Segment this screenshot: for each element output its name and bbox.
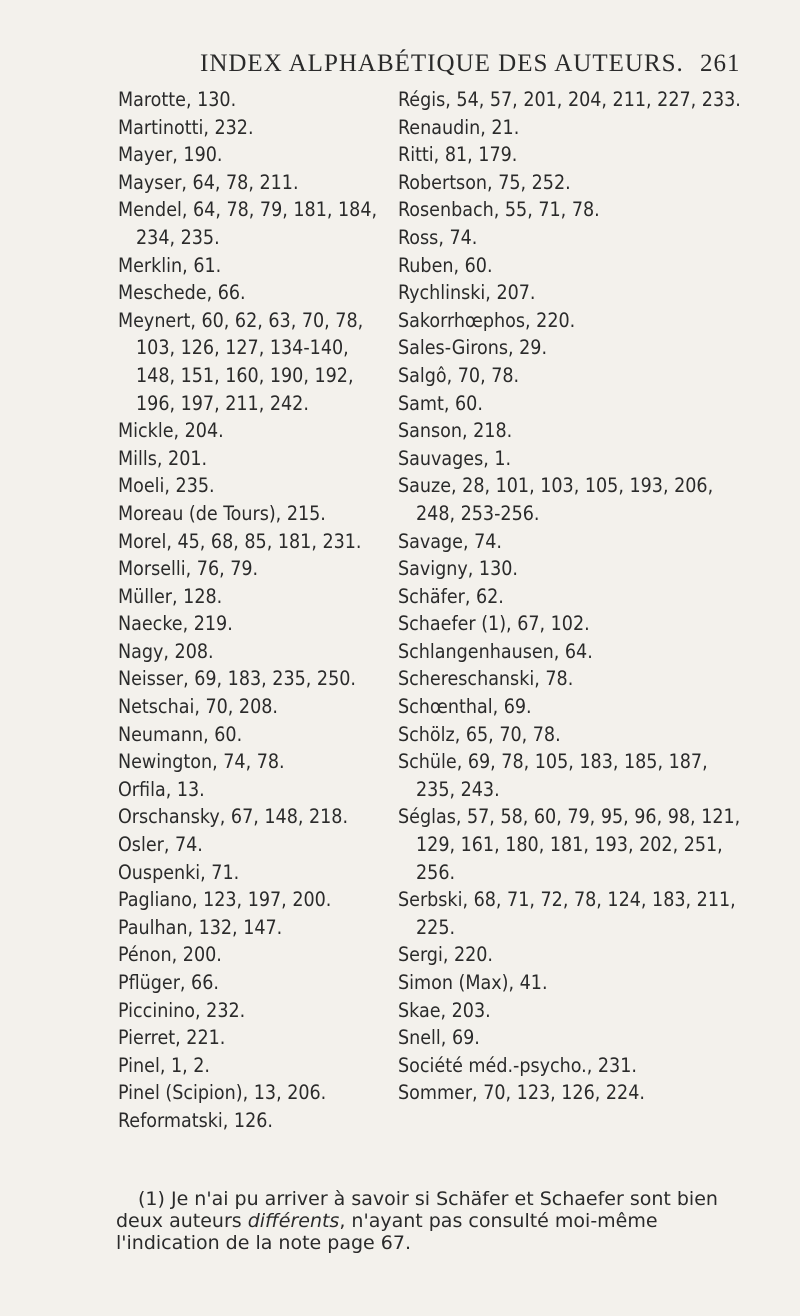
index-entry: Schäfer, 62. (398, 584, 504, 608)
index-entry: Ruben, 60. (398, 253, 493, 277)
index-entry: Naecke, 219. (118, 612, 233, 636)
index-entry: Pénon, 200. (118, 943, 222, 967)
index-entry: Pflüger, 66. (118, 971, 219, 994)
index-entry: Mayser, 64, 78, 211. (118, 170, 299, 194)
index-entry: Piccinino, 232. (118, 998, 246, 1022)
footnote-text-end: , n'ayant pas consulté moi-même l'indication de la note page 67. (116, 1210, 658, 1254)
index-entry: Müller, 128. (118, 584, 223, 608)
index-entry: Martinotti, 232. (118, 115, 254, 139)
index-entry: Mickle, 204. (118, 419, 224, 443)
index-entry: Robertson, 75, 252. (398, 170, 571, 194)
index-entry: Mills, 201. (118, 446, 208, 470)
index-entry: Salgô, 70, 78. (398, 363, 520, 387)
index-entry: Meynert, 60, 62, 63, 70, 78, 103, 126, 127, 134-140, 148, 151, 160, 190, 192, 196, 197, 211, 242. (118, 308, 364, 415)
index-entry: Simon (Max), 41. (398, 971, 548, 994)
footnote-text: Je n'ai pu arriver à savoir si Schäfer et Schaefer sont bien deux auteurs (116, 1188, 718, 1232)
index-entry: Samt, 60. (398, 391, 483, 415)
index-entry: Pinel (Scipion), 13, 206. (118, 1081, 327, 1105)
index-entry: Merklin, 61. (118, 253, 222, 277)
index-entry: Sakorrhœphos, 220. (398, 308, 576, 332)
page-number: 261 (700, 50, 741, 77)
index-column-left (118, 86, 378, 1135)
index-entry: Savage, 74. (398, 529, 502, 553)
index-entry: Morel, 45, 68, 85, 181, 231. (118, 529, 362, 553)
index-entry: Morselli, 76, 79. (118, 557, 259, 581)
index-entry: Paulhan, 132, 147. (118, 915, 283, 939)
index-entry: Séglas, 57, 58, 60, 79, 95, 96, 98, 121, 129, 161, 180, 181, 193, 202, 251, 256. (398, 805, 741, 884)
footnote-mark: (1) (138, 1188, 165, 1210)
index-entry: Marotte, 130. (118, 88, 237, 111)
index-entry: Pagliano, 123, 197, 200. (118, 888, 332, 912)
index-entry: Savigny, 130. (398, 557, 518, 581)
index-entry: Rosenbach, 55, 71, 78. (398, 198, 600, 222)
index-entry: Sergi, 220. (398, 943, 494, 967)
index-entry: Moeli, 235. (118, 474, 215, 498)
index-entry: Meschede, 66. (118, 281, 246, 305)
index-entry: Neumann, 60. (118, 722, 243, 746)
index-entry: Régis, 54, 57, 201, 204, 211, 227, 233. (398, 88, 741, 111)
index-entry: Ross, 74. (398, 225, 478, 249)
index-entry: Rychlinski, 207. (398, 281, 536, 305)
index-entry: Renaudin, 21. (398, 115, 520, 139)
index-entry: Pierret, 221. (118, 1026, 226, 1050)
page-title: INDEX ALPHABÉTIQUE DES AUTEURS. (200, 50, 684, 77)
index-entry: Neisser, 69, 183, 235, 250. (118, 667, 356, 691)
index-entry: Orschansky, 67, 148, 218. (118, 805, 349, 829)
index-entry: Osler, 74. (118, 833, 203, 857)
index-entry: Sales-Girons, 29. (398, 336, 548, 360)
footnote-emphasis: différents (247, 1210, 340, 1232)
index-entry: Netschai, 70, 208. (118, 695, 278, 719)
index-entry: Reformatski, 126. (118, 1108, 273, 1132)
index-entry: Schölz, 65, 70, 78. (398, 722, 561, 746)
index-entry: Ritti, 81, 179. (398, 143, 518, 167)
index-column-right (398, 86, 743, 1107)
index-entry: Schlangenhausen, 64. (398, 639, 593, 663)
index-entry: Mayer, 190. (118, 143, 223, 167)
index-entry: Sommer, 70, 123, 126, 224. (398, 1081, 645, 1105)
index-entry: Moreau (de Tours), 215. (118, 501, 326, 525)
index-entry: Ouspenki, 71. (118, 860, 240, 884)
index-entry: Skae, 203. (398, 998, 491, 1022)
footnote (116, 1188, 746, 1254)
index-entry: Mendel, 64, 78, 79, 181, 184, 234, 235. (118, 198, 378, 249)
index-entry: Société méd.-psycho., 231. (398, 1053, 637, 1077)
index-entry: Newington, 74, 78. (118, 750, 285, 774)
index-entry: Schœnthal, 69. (398, 695, 532, 719)
index-entry: Snell, 69. (398, 1026, 480, 1050)
index-entry: Nagy, 208. (118, 639, 214, 663)
index-entry: Serbski, 68, 71, 72, 78, 124, 183, 211, 225. (398, 888, 736, 939)
index-entry: Schereschanski, 78. (398, 667, 574, 691)
index-entry: Sauze, 28, 101, 103, 105, 193, 206, 248, 253-256. (398, 474, 714, 525)
index-entry: Sauvages, 1. (398, 446, 512, 470)
index-entry: Orfila, 13. (118, 777, 205, 801)
index-entry: Pinel, 1, 2. (118, 1053, 210, 1077)
index-entry: Sanson, 218. (398, 419, 513, 443)
index-entry: Schaefer (1), 67, 102. (398, 612, 590, 636)
index-entry: Schüle, 69, 78, 105, 183, 185, 187, 235, 243. (398, 750, 708, 801)
